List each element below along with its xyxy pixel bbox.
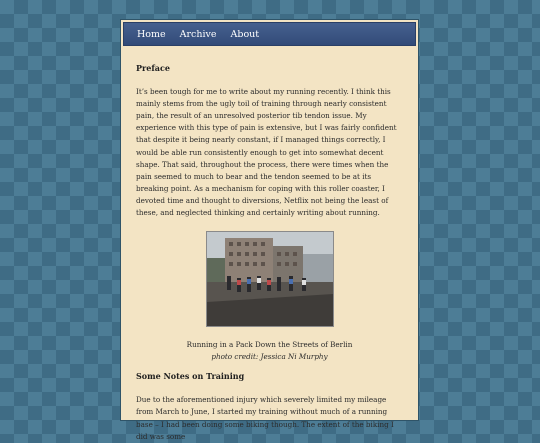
nav-wrapper bbox=[121, 20, 418, 46]
main-nav bbox=[123, 22, 416, 46]
preface-heading: Preface bbox=[136, 63, 170, 73]
training-heading: Some Notes on Training bbox=[136, 371, 245, 382]
post-figure bbox=[136, 231, 403, 362]
preface-paragraph: It’s been tough for me to write about my running recently. I think this mainly stems from the ugly toil of training through nearly consistent pain, the result of an unresolved posterior tib tendon issue. My experience with this type of pain is extensive, but I was fairly confident that despite it being nearly constant, if I managed things correctly, I would be able run consistently enough to get into somewhat decent shape. That said, throughout the process, there were times when the pain seemed to much to bear and the tendon seemed to be at its breaking point. As a mechanism for coping with this roller coaster, I devoted time and thought to diversions, Netflix not being the least of these, and neglected thinking and certainly writing about running. bbox=[136, 87, 397, 218]
caption-credit: photo credit: Jessica Ni Murphy bbox=[211, 351, 328, 361]
training-paragraph: Due to the aforementioned injury which severely limited my mileage from March to June, I started my training without much of a running base – I had been doing some biking though. The extent of the biking I did was some bbox=[136, 395, 394, 441]
race-photo-illustration bbox=[207, 232, 333, 326]
berlin-race-photo bbox=[206, 231, 334, 327]
nav-archive-link[interactable]: Archive bbox=[179, 28, 217, 40]
nav-about-link[interactable]: About bbox=[230, 28, 260, 40]
post-content bbox=[121, 46, 418, 443]
figure-caption bbox=[136, 339, 403, 362]
blog-page bbox=[121, 20, 418, 441]
nav-home-link[interactable]: Home bbox=[137, 28, 166, 40]
caption-title: Running in a Pack Down the Streets of Berlin bbox=[186, 340, 353, 350]
